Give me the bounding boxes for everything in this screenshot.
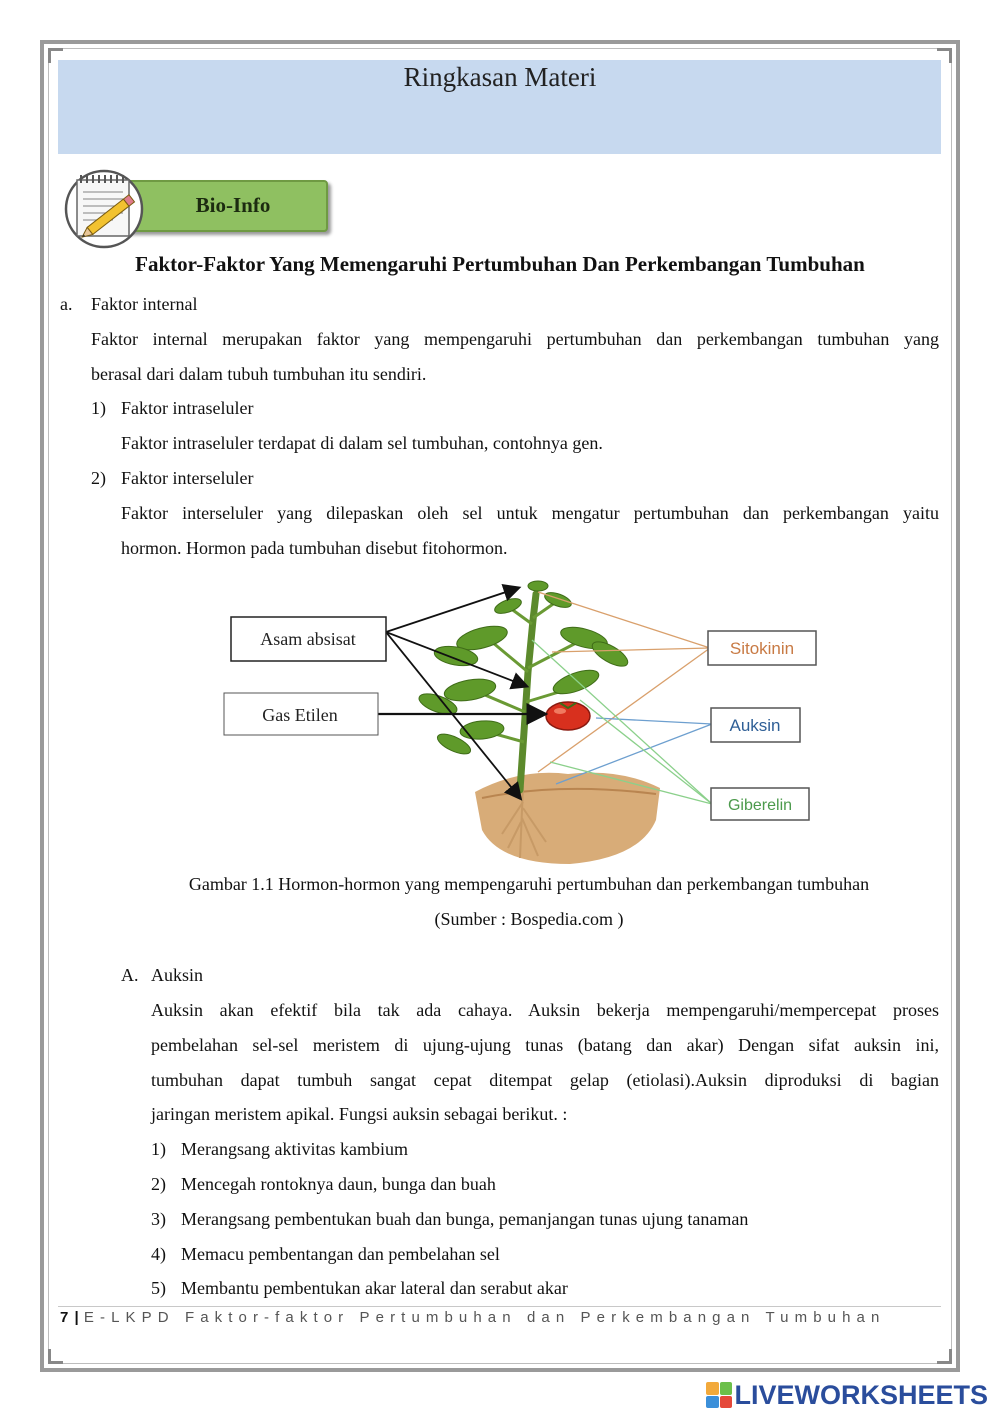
tomato-fruit	[546, 702, 590, 730]
liveworksheets-logo-icon	[706, 1382, 732, 1408]
section-heading: Faktor-Faktor Yang Memengaruhi Pertumbuhan Dan Perkembangan Tumbuhan	[135, 252, 865, 276]
paragraph-line: jaringan meristem apikal. Fungsi auksin sebagai berikut. :	[151, 1104, 568, 1124]
label-sitokinin: Sitokinin	[729, 639, 795, 658]
liveworksheets-brand: LIVEWORKSHEETS	[734, 1379, 988, 1410]
paragraph-line: tumbuhan dapat tumbuh sangat cepat ditempat gelap (etiolasi).Auksin diproduksi di bagian	[151, 1070, 939, 1090]
list-marker: a.	[60, 294, 73, 314]
figure-source: (Sumber : Bospedia.com )	[434, 909, 624, 929]
list-item: Merangsang pembentukan buah dan bunga, pemanjangan tunas ujung tanaman	[181, 1209, 749, 1229]
list-marker: 5)	[151, 1278, 166, 1298]
notebook-pencil-icon	[63, 167, 149, 249]
list-marker: 1)	[91, 398, 106, 418]
page-footer	[60, 1309, 885, 1326]
hormone-plant-figure	[220, 572, 830, 870]
list-marker: 1)	[151, 1139, 166, 1159]
label-giberelin: Giberelin	[727, 797, 793, 814]
list-item: Memacu pembentangan dan pembelahan sel	[181, 1244, 500, 1264]
list-marker: A.	[121, 965, 139, 985]
list-marker: 2)	[151, 1174, 166, 1194]
paragraph-line: berasal dari dalam tubuh tumbuhan itu sendiri.	[91, 364, 427, 384]
corner-ornament	[48, 1349, 63, 1364]
list-item: Membantu pembentukan akar lateral dan serabut akar	[181, 1278, 568, 1298]
list-item: Merangsang aktivitas kambium	[181, 1139, 408, 1159]
page-title: Ringkasan Materi	[403, 62, 597, 92]
paragraph-line: Auksin akan efektif bila tak ada cahaya. Auksin bekerja mempengaruhi/mempercepat proses	[151, 1000, 939, 1020]
paragraph-line: Faktor interseluler yang dilepaskan oleh sel untuk mengatur pertumbuhan dan perkembangan yaitu	[121, 503, 939, 523]
list-marker: 2)	[91, 468, 106, 488]
corner-ornament	[937, 1349, 952, 1364]
paragraph-line: Faktor internal merupakan faktor yang mempengaruhi pertumbuhan dan perkembangan tumbuhan yang	[91, 329, 939, 349]
label-gas-etilen: Gas Etilen	[262, 705, 338, 725]
bio-info-label: Bio-Info	[195, 193, 271, 217]
subheading-intraseluler: Faktor intraseluler	[121, 398, 254, 418]
subheading-auksin: Auksin	[151, 965, 204, 985]
list-marker: 3)	[151, 1209, 166, 1229]
figure-caption: Gambar 1.1 Hormon-hormon yang mempengaruhi pertumbuhan dan perkembangan tumbuhan	[188, 874, 870, 894]
list-item: Mencegah rontoknya daun, bunga dan buah	[181, 1174, 496, 1194]
stem	[520, 594, 536, 790]
liveworksheets-watermark[interactable]	[706, 1378, 988, 1412]
label-auksin: Auksin	[729, 716, 781, 735]
subheading-interseluler: Faktor interseluler	[121, 468, 254, 488]
label-asam-absisat: Asam absisat	[260, 629, 356, 649]
footer-divider	[58, 1306, 941, 1307]
subheading-internal: Faktor internal	[91, 294, 198, 314]
footer-text: E-LKPD Faktor-faktor Pertumbuhan dan Perkembangan Tumbuhan	[83, 1309, 886, 1326]
page-number: 7 |	[60, 1309, 80, 1326]
paragraph-line: Faktor intraseluler terdapat di dalam sel tumbuhan, contohnya gen.	[121, 433, 603, 453]
list-marker: 4)	[151, 1244, 166, 1264]
paragraph-line: hormon. Hormon pada tumbuhan disebut fitohormon.	[121, 538, 508, 558]
soil	[475, 773, 660, 864]
paragraph-line: pembelahan sel-sel meristem di ujung-ujung tunas (batang dan akar) Dengan sifat auksin ini,	[151, 1035, 939, 1055]
